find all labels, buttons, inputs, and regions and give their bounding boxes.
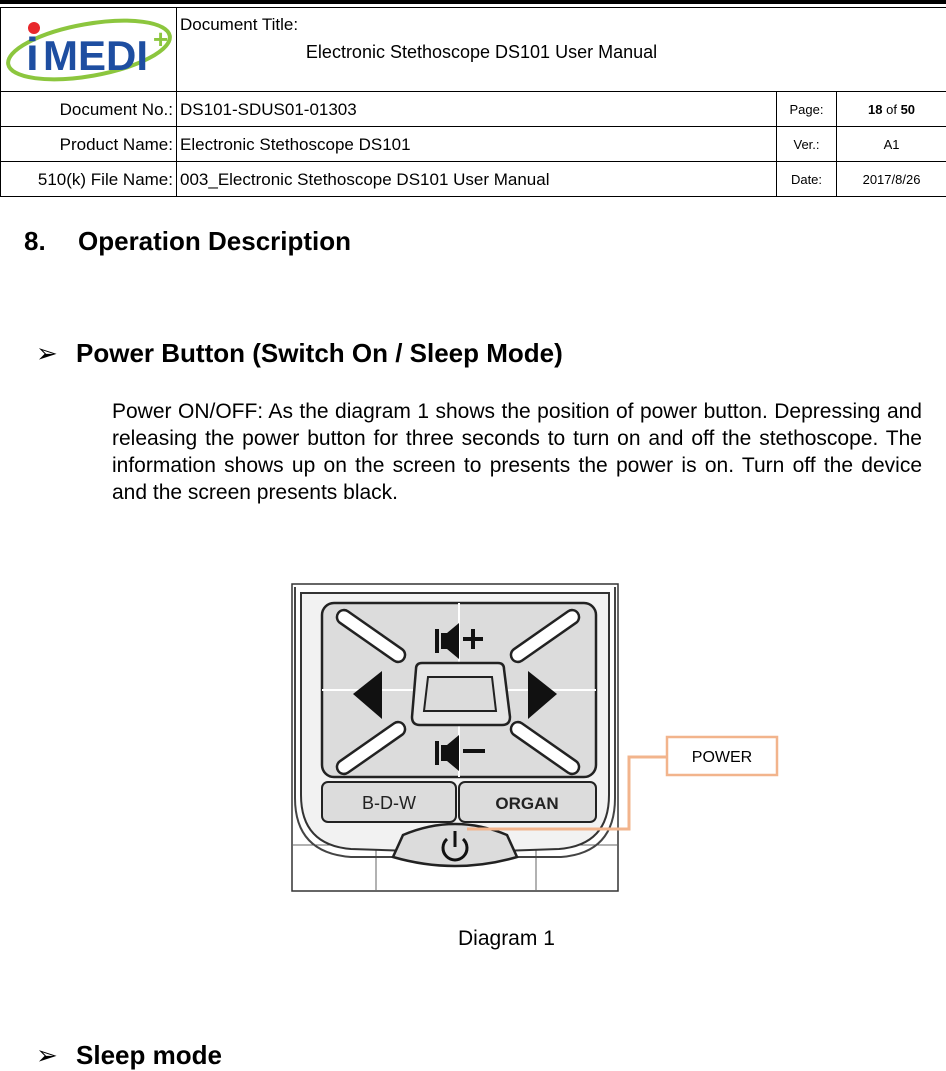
svg-text:MEDI: MEDI <box>43 32 148 79</box>
section-title: Operation Description <box>78 226 352 256</box>
document-title-label: Document Title: <box>180 15 299 34</box>
page-number <box>837 92 946 127</box>
section-number: 8. <box>24 226 46 256</box>
svg-text:i: i <box>26 28 39 80</box>
product-name: Electronic Stethoscope DS101 <box>177 127 777 162</box>
page-current: 18 <box>868 101 883 117</box>
page-total: 50 <box>900 101 916 117</box>
top-rule <box>0 0 946 4</box>
power-callout-label: POWER <box>691 749 753 766</box>
page-of: of <box>886 101 897 117</box>
diagram-1 <box>291 583 781 898</box>
bullet-title-sleep: Sleep mode <box>76 1040 222 1070</box>
power-description: Power ON/OFF: As the diagram 1 shows the position of power button. Depressing and releasing the power button for three seconds to turn on and off the stethoscope. The information shows up on the screen to presents the power is on. Turn off the device and the screen presents black. <box>112 400 922 504</box>
bullet-arrow-icon: ➢ <box>36 1040 58 1070</box>
svg-text:+: + <box>153 24 169 54</box>
file-name: 003_Electronic Stethoscope DS101 User Manual <box>177 162 777 197</box>
bullet-heading-power <box>36 338 563 369</box>
b-d-w-label: B-D-W <box>362 793 416 813</box>
document-no-label: Document No.: <box>1 92 177 127</box>
bullet-title-power: Power Button (Switch On / Sleep Mode) <box>76 338 563 368</box>
section-heading <box>24 226 351 257</box>
organ-label: ORGAN <box>495 794 559 813</box>
document-no: DS101-SDUS01-01303 <box>177 92 777 127</box>
logo-cell <box>1 8 177 92</box>
bullet-heading-sleep <box>36 1040 222 1071</box>
version-label: Ver.: <box>777 127 837 162</box>
document-title-cell <box>177 8 946 92</box>
version: A1 <box>837 127 946 162</box>
file-name-label: 510(k) File Name: <box>1 162 177 197</box>
date-label: Date: <box>777 162 837 197</box>
document-title: Electronic Stethoscope DS101 User Manual <box>305 42 658 62</box>
page-label: Page: <box>777 92 837 127</box>
imedi-logo <box>1 8 173 88</box>
figure-caption: Diagram 1 <box>458 927 555 950</box>
bullet-arrow-icon: ➢ <box>36 338 58 368</box>
document-header <box>0 7 946 197</box>
product-name-label: Product Name: <box>1 127 177 162</box>
date: 2017/8/26 <box>837 162 946 197</box>
